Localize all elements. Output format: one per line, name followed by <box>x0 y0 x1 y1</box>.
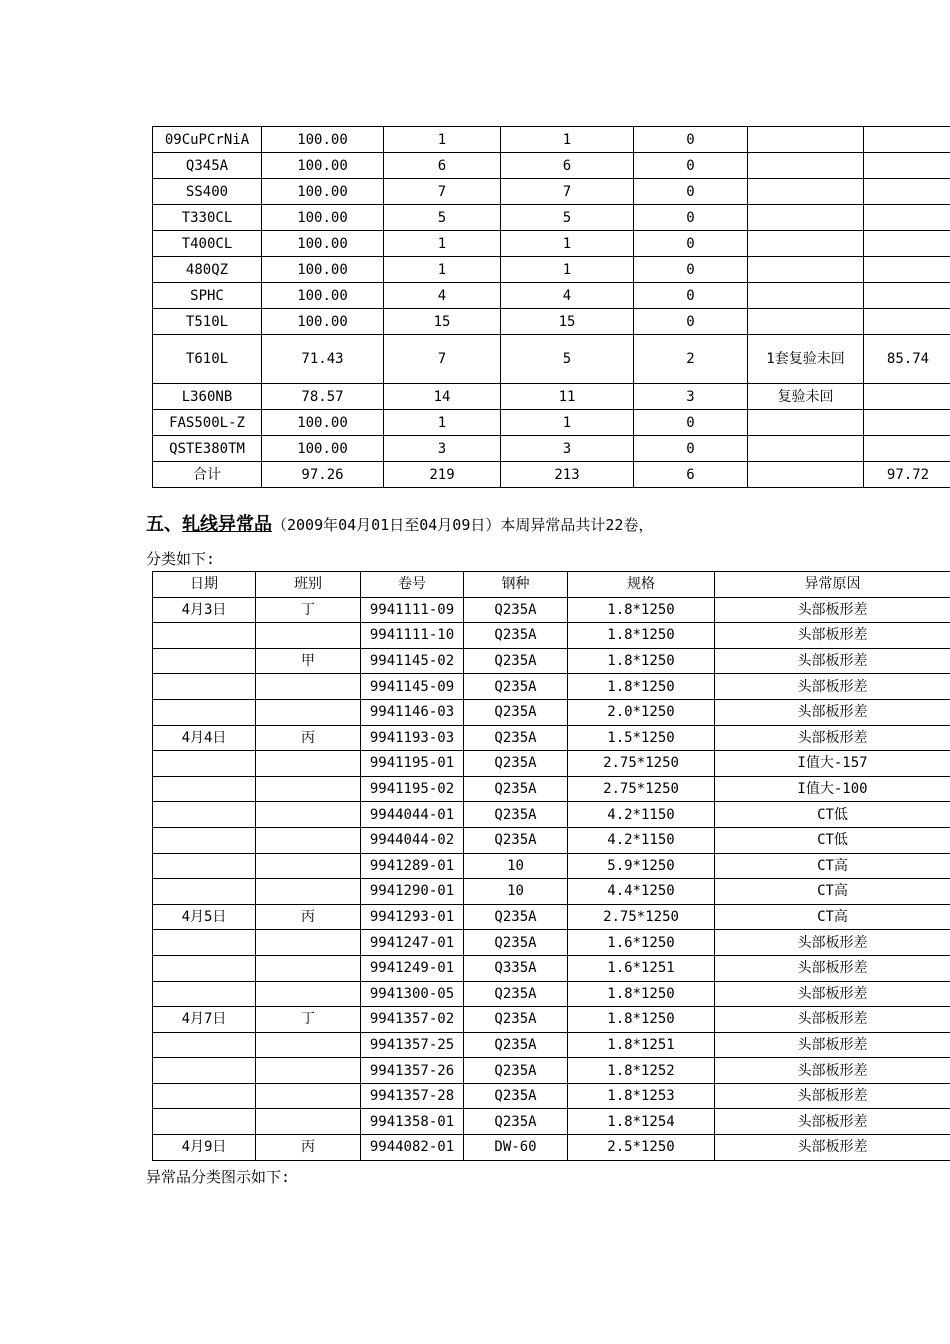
coil-number-cell: 9941193-03 <box>361 725 464 751</box>
retest-rate-cell <box>864 153 950 179</box>
total-cell: 15 <box>384 309 501 335</box>
steel-grade-cell: DW-60 <box>464 1135 568 1161</box>
steel-grade-cell: Q235A <box>464 802 568 828</box>
table-row <box>153 981 950 1007</box>
reason-cell: 头部板形差 <box>715 955 950 981</box>
shift-cell: 丁 <box>256 1007 361 1033</box>
spec-cell: 1.6*1250 <box>568 930 715 956</box>
fail-cell: 0 <box>634 231 748 257</box>
steel-grade-cell: Q235A <box>464 751 568 777</box>
date-cell <box>153 879 256 905</box>
date-cell <box>153 1083 256 1109</box>
fail-cell: 6 <box>634 462 748 488</box>
date-cell: 4月4日 <box>153 725 256 751</box>
pass-cell: 1 <box>501 410 634 436</box>
spec-cell: 4.4*1250 <box>568 879 715 905</box>
shift-cell <box>256 827 361 853</box>
coil-number-cell: 9941357-02 <box>361 1007 464 1033</box>
table-row <box>153 1135 950 1161</box>
retest-rate-cell <box>864 283 950 309</box>
pass-cell: 1 <box>501 127 634 153</box>
steel-grade-cell: Q335A <box>464 955 568 981</box>
shift-cell <box>256 1032 361 1058</box>
pass-cell: 4 <box>501 283 634 309</box>
coil-number-cell: 9941290-01 <box>361 879 464 905</box>
abnormal-coils-table <box>152 571 950 1161</box>
table-header-row <box>153 572 950 598</box>
note-cell <box>748 179 864 205</box>
coil-number-cell: 9941111-09 <box>361 597 464 623</box>
table-row <box>153 410 950 436</box>
section-number: 五、 <box>146 514 182 535</box>
coil-number-cell: 9941146-03 <box>361 699 464 725</box>
fail-cell: 0 <box>634 179 748 205</box>
grade-cell: T610L <box>153 335 262 384</box>
section-subtext: 分类如下: <box>146 550 216 568</box>
coil-number-cell: 9941357-28 <box>361 1083 464 1109</box>
footer-text: 异常品分类图示如下: <box>146 1168 291 1186</box>
grade-cell: T330CL <box>153 205 262 231</box>
table-row <box>153 853 950 879</box>
table-row <box>153 283 950 309</box>
spec-cell: 1.8*1250 <box>568 981 715 1007</box>
note-cell <box>748 231 864 257</box>
reason-cell: 头部板形差 <box>715 725 950 751</box>
total-cell: 1 <box>384 231 501 257</box>
rate-cell: 78.57 <box>262 384 384 410</box>
grade-cell: 合计 <box>153 462 262 488</box>
date-cell <box>153 853 256 879</box>
pass-cell: 11 <box>501 384 634 410</box>
shift-cell <box>256 1083 361 1109</box>
retest-rate-cell <box>864 436 950 462</box>
reason-cell: 头部板形差 <box>715 981 950 1007</box>
reason-cell: 头部板形差 <box>715 1135 950 1161</box>
rate-cell: 100.00 <box>262 153 384 179</box>
retest-rate-cell <box>864 127 950 153</box>
pass-cell: 1 <box>501 257 634 283</box>
steel-grade-cell: Q235A <box>464 1083 568 1109</box>
reason-cell: 头部板形差 <box>715 1007 950 1033</box>
shift-cell <box>256 802 361 828</box>
grade-cell: QSTE380TM <box>153 436 262 462</box>
spec-cell: 1.8*1254 <box>568 1109 715 1135</box>
pass-cell: 15 <box>501 309 634 335</box>
note-cell: 复验未回 <box>748 384 864 410</box>
coil-number-cell: 9941289-01 <box>361 853 464 879</box>
steel-grade-cell: Q235A <box>464 725 568 751</box>
shift-cell: 丙 <box>256 725 361 751</box>
pass-cell: 1 <box>501 231 634 257</box>
shift-cell <box>256 623 361 649</box>
shift-cell: 丙 <box>256 1135 361 1161</box>
table-row <box>153 930 950 956</box>
date-cell <box>153 802 256 828</box>
table-row <box>153 725 950 751</box>
note-cell <box>748 410 864 436</box>
spec-cell: 1.8*1250 <box>568 648 715 674</box>
table-row <box>153 153 950 179</box>
steel-grade-cell: Q235A <box>464 623 568 649</box>
shift-cell <box>256 879 361 905</box>
rate-cell: 100.00 <box>262 410 384 436</box>
steel-grade-cell: Q235A <box>464 1032 568 1058</box>
fail-cell: 0 <box>634 410 748 436</box>
coil-number-cell: 9941195-01 <box>361 751 464 777</box>
pass-cell: 5 <box>501 205 634 231</box>
total-cell: 1 <box>384 127 501 153</box>
reason-cell: CT高 <box>715 853 950 879</box>
date-cell: 4月3日 <box>153 597 256 623</box>
note-cell: 1套复验未回 <box>748 335 864 384</box>
rate-cell: 100.00 <box>262 436 384 462</box>
spec-cell: 4.2*1150 <box>568 802 715 828</box>
coil-number-cell: 9944044-01 <box>361 802 464 828</box>
reason-cell: CT低 <box>715 827 950 853</box>
rate-cell: 100.00 <box>262 257 384 283</box>
pass-cell: 7 <box>501 179 634 205</box>
spec-cell: 5.9*1250 <box>568 853 715 879</box>
coil-number-cell: 9941300-05 <box>361 981 464 1007</box>
retest-rate-cell <box>864 205 950 231</box>
spec-cell: 1.8*1250 <box>568 623 715 649</box>
coil-number-cell: 9941247-01 <box>361 930 464 956</box>
total-cell: 1 <box>384 410 501 436</box>
coil-number-cell: 9941145-09 <box>361 674 464 700</box>
reason-cell: 头部板形差 <box>715 1109 950 1135</box>
spec-cell: 2.75*1250 <box>568 751 715 777</box>
spec-cell: 1.8*1250 <box>568 597 715 623</box>
fail-cell: 0 <box>634 283 748 309</box>
rate-cell: 97.26 <box>262 462 384 488</box>
total-cell: 219 <box>384 462 501 488</box>
date-cell: 4月9日 <box>153 1135 256 1161</box>
reason-cell: 头部板形差 <box>715 930 950 956</box>
table-row <box>153 335 950 384</box>
reason-cell: 头部板形差 <box>715 597 950 623</box>
steel-grade-cell: Q235A <box>464 648 568 674</box>
header-coil: 卷号 <box>361 572 464 598</box>
table-row <box>153 648 950 674</box>
reason-cell: 头部板形差 <box>715 674 950 700</box>
table-row <box>153 802 950 828</box>
date-cell <box>153 751 256 777</box>
grade-cell: T400CL <box>153 231 262 257</box>
total-cell: 5 <box>384 205 501 231</box>
date-cell <box>153 930 256 956</box>
date-cell <box>153 699 256 725</box>
header-steel: 钢种 <box>464 572 568 598</box>
note-cell <box>748 153 864 179</box>
fail-cell: 0 <box>634 127 748 153</box>
coil-number-cell: 9941249-01 <box>361 955 464 981</box>
total-cell: 7 <box>384 335 501 384</box>
spec-cell: 1.8*1251 <box>568 1032 715 1058</box>
table-row <box>153 699 950 725</box>
spec-cell: 2.75*1250 <box>568 904 715 930</box>
total-cell: 7 <box>384 179 501 205</box>
grade-cell: L360NB <box>153 384 262 410</box>
grade-cell: 480QZ <box>153 257 262 283</box>
pass-cell: 3 <box>501 436 634 462</box>
shift-cell <box>256 674 361 700</box>
spec-cell: 2.0*1250 <box>568 699 715 725</box>
date-cell <box>153 1058 256 1084</box>
shift-cell <box>256 1058 361 1084</box>
shift-cell <box>256 853 361 879</box>
coil-number-cell: 9944082-01 <box>361 1135 464 1161</box>
table-row <box>153 179 950 205</box>
total-cell: 4 <box>384 283 501 309</box>
table-row <box>153 955 950 981</box>
pass-cell: 6 <box>501 153 634 179</box>
header-reason: 异常原因 <box>715 572 950 598</box>
table-row <box>153 462 950 488</box>
coil-number-cell: 9941357-25 <box>361 1032 464 1058</box>
table-row <box>153 751 950 777</box>
date-cell <box>153 648 256 674</box>
shift-cell: 丁 <box>256 597 361 623</box>
rate-cell: 100.00 <box>262 309 384 335</box>
shift-cell: 甲 <box>256 648 361 674</box>
retest-rate-cell: 97.72 <box>864 462 950 488</box>
rate-cell: 100.00 <box>262 231 384 257</box>
coil-number-cell: 9941358-01 <box>361 1109 464 1135</box>
table-row <box>153 623 950 649</box>
note-cell <box>748 283 864 309</box>
date-cell <box>153 1109 256 1135</box>
shift-cell <box>256 751 361 777</box>
fail-cell: 0 <box>634 436 748 462</box>
reason-cell: CT高 <box>715 904 950 930</box>
grade-cell: T510L <box>153 309 262 335</box>
date-cell <box>153 1032 256 1058</box>
spec-cell: 2.75*1250 <box>568 776 715 802</box>
header-shift: 班别 <box>256 572 361 598</box>
fail-cell: 2 <box>634 335 748 384</box>
shift-cell <box>256 699 361 725</box>
date-cell <box>153 674 256 700</box>
reason-cell: I值大-157 <box>715 751 950 777</box>
steel-grade-cell: 10 <box>464 853 568 879</box>
date-cell <box>153 827 256 853</box>
retest-rate-cell: 85.74 <box>864 335 950 384</box>
fail-cell: 3 <box>634 384 748 410</box>
date-cell: 4月5日 <box>153 904 256 930</box>
reason-cell: 头部板形差 <box>715 1032 950 1058</box>
steel-grade-cell: Q235A <box>464 827 568 853</box>
header-date: 日期 <box>153 572 256 598</box>
retest-rate-cell <box>864 257 950 283</box>
spec-cell: 4.2*1150 <box>568 827 715 853</box>
date-cell <box>153 955 256 981</box>
table-row <box>153 127 950 153</box>
table-row <box>153 257 950 283</box>
note-cell <box>748 436 864 462</box>
fail-cell: 0 <box>634 309 748 335</box>
table-row <box>153 309 950 335</box>
grade-cell: 09CuPCrNiA <box>153 127 262 153</box>
note-cell <box>748 205 864 231</box>
shift-cell: 丙 <box>256 904 361 930</box>
steel-grade-cell: Q235A <box>464 776 568 802</box>
note-cell <box>748 309 864 335</box>
spec-cell: 2.5*1250 <box>568 1135 715 1161</box>
grade-cell: Q345A <box>153 153 262 179</box>
total-cell: 14 <box>384 384 501 410</box>
rate-cell: 100.00 <box>262 127 384 153</box>
date-cell: 4月7日 <box>153 1007 256 1033</box>
coil-number-cell: 9944044-02 <box>361 827 464 853</box>
pass-cell: 5 <box>501 335 634 384</box>
coil-number-cell: 9941357-26 <box>361 1058 464 1084</box>
reason-cell: CT高 <box>715 879 950 905</box>
table-row <box>153 436 950 462</box>
table-row <box>153 231 950 257</box>
table-row <box>153 879 950 905</box>
coil-number-cell: 9941111-10 <box>361 623 464 649</box>
reason-cell: I值大-100 <box>715 776 950 802</box>
rate-cell: 100.00 <box>262 179 384 205</box>
fail-cell: 0 <box>634 257 748 283</box>
shift-cell <box>256 776 361 802</box>
spec-cell: 1.5*1250 <box>568 725 715 751</box>
retest-rate-cell <box>864 410 950 436</box>
date-cell <box>153 981 256 1007</box>
reason-cell: 头部板形差 <box>715 623 950 649</box>
note-cell <box>748 257 864 283</box>
fail-cell: 0 <box>634 205 748 231</box>
spec-cell: 1.8*1250 <box>568 674 715 700</box>
shift-cell <box>256 955 361 981</box>
fail-cell: 0 <box>634 153 748 179</box>
steel-grade-cell: Q235A <box>464 1007 568 1033</box>
rate-cell: 100.00 <box>262 283 384 309</box>
reason-cell: 头部板形差 <box>715 699 950 725</box>
table-row <box>153 904 950 930</box>
section-summary: （2009年04月01日至04月09日）本周异常品共计22卷， <box>272 516 654 534</box>
inspection-pass-rate-table <box>152 126 950 488</box>
grade-cell: SPHC <box>153 283 262 309</box>
steel-grade-cell: Q235A <box>464 674 568 700</box>
total-cell: 3 <box>384 436 501 462</box>
table-row <box>153 674 950 700</box>
table-row <box>153 1058 950 1084</box>
pass-cell: 213 <box>501 462 634 488</box>
reason-cell: 头部板形差 <box>715 1058 950 1084</box>
coil-number-cell: 9941145-02 <box>361 648 464 674</box>
table-row <box>153 205 950 231</box>
steel-grade-cell: Q235A <box>464 930 568 956</box>
steel-grade-cell: Q235A <box>464 597 568 623</box>
retest-rate-cell <box>864 179 950 205</box>
note-cell <box>748 462 864 488</box>
steel-grade-cell: Q235A <box>464 981 568 1007</box>
rate-cell: 100.00 <box>262 205 384 231</box>
table-row <box>153 1083 950 1109</box>
steel-grade-cell: Q235A <box>464 699 568 725</box>
spec-cell: 1.6*1251 <box>568 955 715 981</box>
reason-cell: 头部板形差 <box>715 1083 950 1109</box>
reason-cell: 头部板形差 <box>715 648 950 674</box>
spec-cell: 1.8*1253 <box>568 1083 715 1109</box>
rate-cell: 71.43 <box>262 335 384 384</box>
shift-cell <box>256 1109 361 1135</box>
shift-cell <box>256 930 361 956</box>
header-spec: 规格 <box>568 572 715 598</box>
shift-cell <box>256 981 361 1007</box>
table-row <box>153 1007 950 1033</box>
total-cell: 1 <box>384 257 501 283</box>
total-cell: 6 <box>384 153 501 179</box>
section-title: 轧线异常品 <box>182 514 272 535</box>
table-row <box>153 827 950 853</box>
table-row <box>153 776 950 802</box>
table-row <box>153 384 950 410</box>
spec-cell: 1.8*1250 <box>568 1007 715 1033</box>
date-cell <box>153 776 256 802</box>
steel-grade-cell: Q235A <box>464 904 568 930</box>
spec-cell: 1.8*1252 <box>568 1058 715 1084</box>
steel-grade-cell: 10 <box>464 879 568 905</box>
grade-cell: SS400 <box>153 179 262 205</box>
retest-rate-cell <box>864 231 950 257</box>
coil-number-cell: 9941293-01 <box>361 904 464 930</box>
section-heading <box>146 510 653 536</box>
coil-number-cell: 9941195-02 <box>361 776 464 802</box>
table-row <box>153 1109 950 1135</box>
reason-cell: CT低 <box>715 802 950 828</box>
retest-rate-cell <box>864 384 950 410</box>
steel-grade-cell: Q235A <box>464 1109 568 1135</box>
table-row <box>153 597 950 623</box>
date-cell <box>153 623 256 649</box>
note-cell <box>748 127 864 153</box>
table-row <box>153 1032 950 1058</box>
grade-cell: FAS500L-Z <box>153 410 262 436</box>
steel-grade-cell: Q235A <box>464 1058 568 1084</box>
retest-rate-cell <box>864 309 950 335</box>
